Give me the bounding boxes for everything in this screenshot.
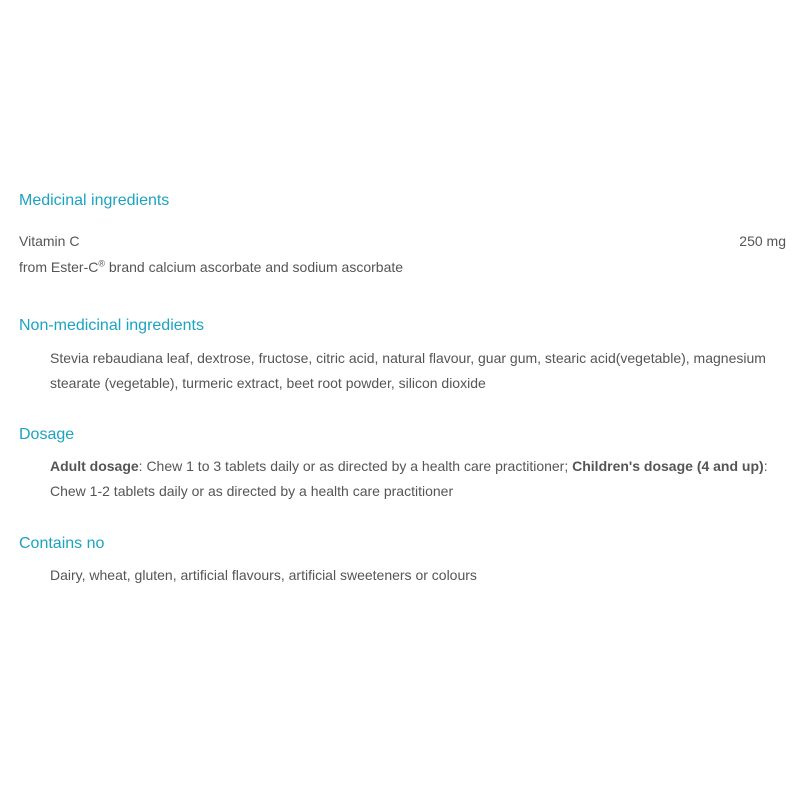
adult-dosage-text: : Chew 1 to 3 tablets daily or as directed by a health care practitioner; xyxy=(138,458,573,474)
adult-dosage-label: Adult dosage xyxy=(50,458,139,474)
source-suffix: brand calcium ascorbate and sodium ascorbate xyxy=(104,259,404,275)
registered-mark: ® xyxy=(98,258,105,269)
children-dosage-label: Children's dosage (4 and up) xyxy=(572,458,764,474)
dosage-text xyxy=(50,454,790,504)
source-prefix: from Ester-C xyxy=(19,259,99,275)
medicinal-ingredient-source xyxy=(19,257,403,277)
medicinal-ingredient-name: Vitamin C xyxy=(19,233,80,249)
medicinal-ingredient-amount: 250 mg xyxy=(739,233,786,249)
contains-no-text: Dairy, wheat, gluten, artificial flavours, artificial sweeteners or colours xyxy=(50,567,477,583)
dosage-heading: Dosage xyxy=(19,426,75,443)
children-dosage-text: : Chew 1-2 tablets daily or as directed by a health care practitioner xyxy=(50,458,768,499)
medicinal-ingredients-heading: Medicinal ingredients xyxy=(19,192,170,209)
contains-no-heading: Contains no xyxy=(19,535,105,552)
non-medicinal-ingredients-heading: Non-medicinal ingredients xyxy=(19,317,204,334)
non-medicinal-ingredients-text: Stevia rebaudiana leaf, dextrose, fructose, citric acid, natural flavour, guar gum, stearic acid(vegetable), magnesium stearate (vegetable), turmeric extract, beet root powder, silicon dioxide xyxy=(50,350,766,391)
